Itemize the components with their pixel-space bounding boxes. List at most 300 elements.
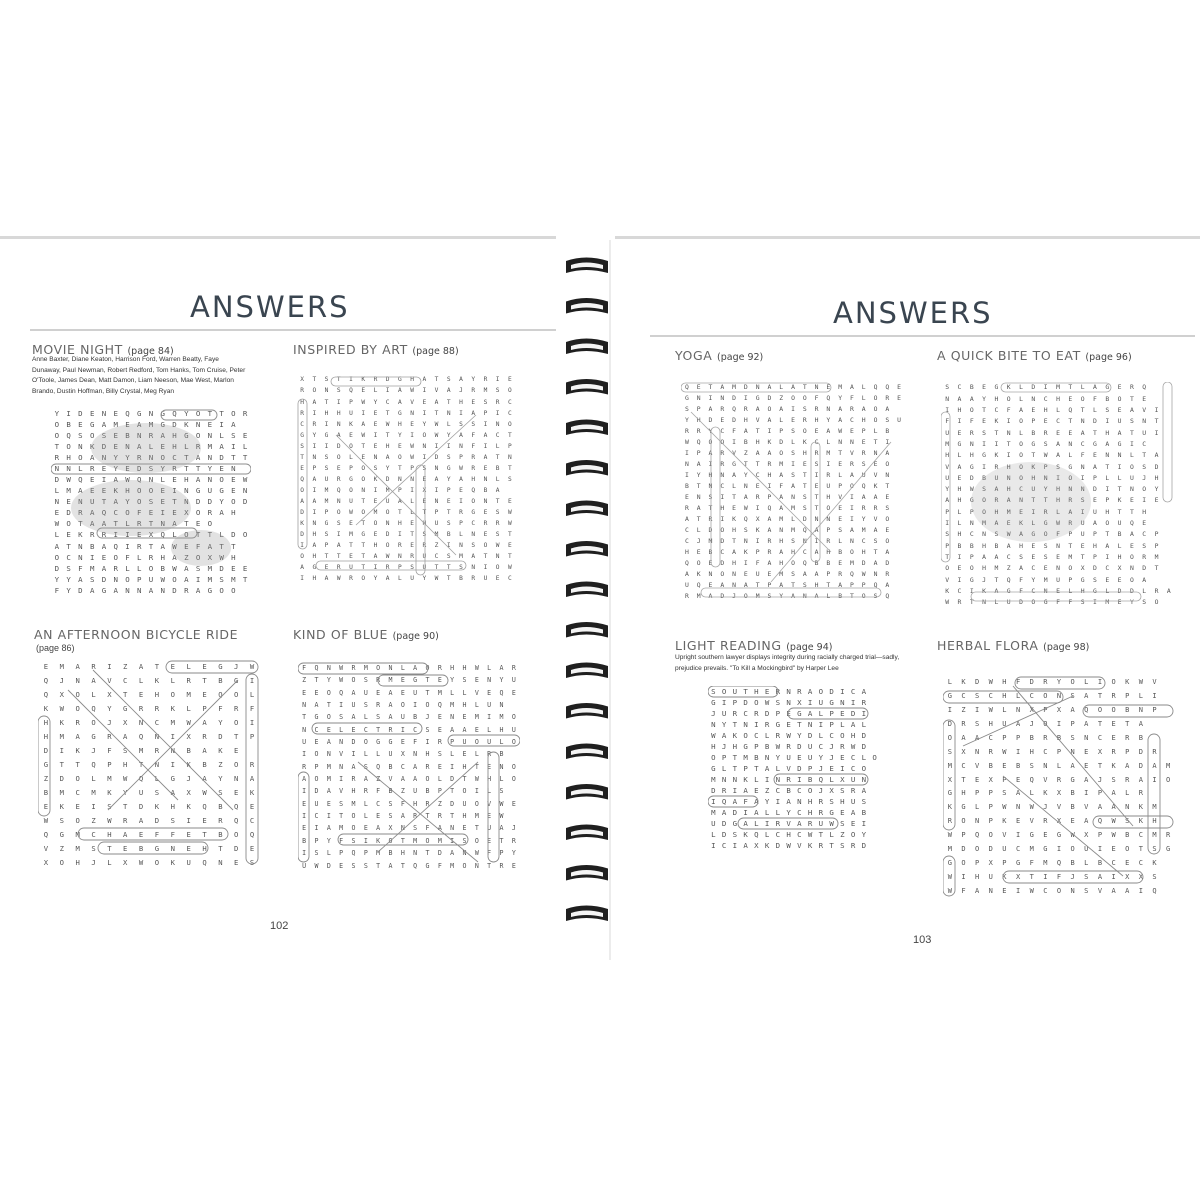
right-heading-rule (650, 335, 1195, 337)
grid-letter: Y (786, 807, 791, 817)
grid-letter: H (202, 844, 207, 854)
grid-letter: I (1138, 886, 1143, 895)
grid-letter: H (1002, 678, 1007, 687)
grid-letter: A (1093, 462, 1097, 471)
grid-letter: R (499, 861, 504, 870)
grid-letter: T (172, 497, 177, 507)
grid-letter: N (1015, 706, 1021, 715)
grid-letter: A (684, 570, 689, 579)
grid-letter: A (1006, 541, 1011, 550)
grid-letter: I (764, 774, 770, 784)
grid-letter: P (807, 763, 813, 773)
grid-letter: Q (66, 430, 71, 440)
grid-letter: M (1043, 575, 1048, 584)
grid-letter: T (446, 509, 451, 517)
grid-letter: G (59, 830, 64, 840)
grid-letter: S (802, 493, 807, 502)
grid-letter: D (861, 840, 867, 850)
grid-letter: N (720, 471, 725, 480)
grid-letter: E (850, 818, 856, 828)
grid-letter: S (947, 747, 952, 756)
grid-letter: S (791, 570, 795, 579)
grid-letter: N (373, 453, 378, 461)
grid-letter: R (413, 812, 418, 821)
grid-letter: E (43, 802, 49, 812)
grid-letter: C (1105, 564, 1110, 573)
puzzle-title-movie-night: MOVIE NIGHT (page 84) (32, 342, 174, 357)
grid-letter: G (91, 732, 96, 742)
grid-letter: H (385, 442, 390, 450)
grid-letter: A (754, 796, 759, 806)
grid-letter: L (1068, 451, 1073, 460)
grid-letter: Y (743, 471, 748, 480)
grid-letter: E (957, 473, 962, 482)
grid-letter: F (1056, 530, 1060, 539)
grid-letter: K (376, 836, 381, 845)
grid-letter: U (422, 553, 427, 561)
grid-letter: C (743, 708, 748, 718)
grid-letter: A (314, 700, 319, 709)
grid-letter: G (732, 818, 738, 828)
puzzle-title-inspired-by-art: INSPIRED BY ART (page 88) (293, 342, 459, 357)
grid-letter: H (779, 537, 784, 546)
grid-letter: I (767, 427, 772, 436)
grid-letter: P (459, 520, 463, 528)
grid-letter: E (1105, 575, 1110, 584)
grid-letter: I (91, 802, 96, 812)
grid-letter: R (764, 719, 770, 729)
grid-letter: R (242, 408, 248, 418)
grid-letter: G (994, 383, 999, 392)
grid-letter: A (219, 508, 224, 518)
grid-letter: A (336, 542, 341, 550)
grid-letter: G (388, 737, 393, 746)
grid-letter: Y (861, 829, 867, 839)
grid-letter: K (945, 586, 950, 595)
grid-letter: H (425, 750, 430, 759)
left-page-heading: ANSWERS (190, 290, 350, 324)
grid-letter: P (1152, 706, 1157, 715)
grid-letter: B (957, 541, 962, 550)
grid-letter: R (994, 496, 999, 505)
grid-letter: O (361, 475, 366, 483)
grid-letter: F (376, 787, 381, 796)
grid-letter: G (1093, 439, 1097, 448)
grid-letter: W (1002, 803, 1007, 812)
grid-letter: I (249, 718, 255, 728)
grid-letter: I (170, 760, 175, 770)
grid-letter: N (1056, 564, 1060, 573)
grid-letter: W (508, 509, 512, 517)
grid-letter: I (314, 824, 319, 833)
grid-letter: M (373, 509, 378, 517)
grid-letter: A (721, 730, 727, 740)
grid-letter: A (797, 818, 802, 828)
grid-letter: I (101, 475, 107, 485)
grid-letter: T (474, 762, 479, 771)
grid-letter: I (495, 376, 500, 384)
grid-letter: O (1019, 462, 1023, 471)
grid-letter: P (446, 486, 451, 494)
grid-letter: I (422, 409, 427, 417)
grid-letter: Q (125, 408, 130, 418)
grid-letter: E (363, 824, 368, 833)
grid-letter: G (324, 431, 329, 439)
grid-letter: F (755, 559, 760, 568)
grid-letter: R (826, 537, 831, 546)
grid-letter: E (361, 453, 366, 461)
grid-letter: R (1043, 678, 1048, 687)
grid-letter: N (462, 849, 467, 858)
grid-letter: D (1142, 564, 1147, 573)
grid-letter: I (410, 431, 414, 439)
grid-letter: B (684, 482, 689, 491)
grid-letter: N (398, 475, 402, 483)
grid-letter: R (814, 405, 819, 414)
grid-letter: U (487, 700, 492, 709)
grid-letter: N (207, 453, 213, 463)
grid-letter: H (1043, 406, 1048, 415)
grid-letter: Q (499, 688, 504, 697)
grid-letter: W (1029, 803, 1034, 812)
grid-letter: V (1056, 803, 1062, 812)
grid-letter: S (1080, 598, 1085, 607)
grid-letter: S (324, 531, 329, 539)
grid-letter: K (1006, 383, 1011, 392)
grid-letter: D (231, 530, 236, 540)
grid-letter: L (721, 763, 727, 773)
grid-letter: E (43, 662, 49, 672)
grid-letter: O (1129, 462, 1134, 471)
grid-letter: N (1138, 706, 1143, 715)
grid-letter: C (775, 829, 781, 839)
spiral-coil (566, 460, 608, 476)
grid-letter: O (1129, 552, 1134, 561)
grid-letter: Y (797, 730, 802, 740)
grid-letter: L (775, 763, 781, 773)
grid-letter: T (336, 553, 341, 561)
grid-letter: Y (125, 497, 130, 507)
grid-letter: R (398, 542, 402, 550)
grid-letter: A (779, 493, 784, 502)
grid-letter: S (885, 416, 890, 425)
grid-letter: H (957, 406, 962, 415)
grid-letter: G (982, 451, 987, 460)
grid-letter: S (388, 812, 393, 821)
grid-letter: E (373, 442, 378, 450)
grid-letter: M (861, 526, 866, 535)
grid-letter: S (1105, 406, 1110, 415)
grid-letter: W (107, 816, 112, 826)
grid-letter: D (101, 442, 107, 451)
grid-letter: S (885, 504, 890, 513)
grid-letter: O (300, 553, 304, 561)
grid-letter: H (231, 508, 236, 518)
grid-letter: I (351, 750, 356, 759)
grid-letter: I (684, 449, 689, 458)
spiral-coil (566, 865, 608, 881)
grid-letter: E (400, 688, 405, 697)
grid-letter: H (807, 807, 813, 817)
grid-letter: B (1117, 530, 1122, 539)
grid-letter: E (471, 398, 476, 406)
grid-letter: E (422, 498, 427, 505)
grid-letter: D (300, 509, 304, 517)
grid-letter: E (483, 509, 488, 517)
grid-letter: C (113, 508, 118, 518)
grid-letter: U (1084, 844, 1089, 853)
grid-letter: S (1043, 552, 1048, 561)
grid-letter: E (314, 688, 319, 697)
grid-letter: E (462, 713, 467, 722)
grid-letter: A (767, 559, 772, 568)
grid-letter: T (814, 493, 819, 502)
grid-letter: W (385, 553, 390, 561)
grid-letter: I (1142, 496, 1147, 505)
grid-letter: R (437, 663, 442, 672)
grid-letter: Y (1154, 485, 1159, 494)
grid-letter: E (1117, 406, 1122, 415)
grid-letter: C (721, 840, 727, 850)
grid-letter: A (137, 419, 142, 429)
grid-letter: S (148, 497, 154, 507)
grid-letter: L (829, 774, 834, 784)
grid-letter: A (376, 824, 381, 833)
grid-letter: S (1111, 775, 1116, 784)
grid-letter: A (312, 475, 317, 483)
grid-letter: A (113, 497, 118, 507)
grid-letter: S (218, 788, 223, 798)
grid-letter: E (495, 575, 500, 583)
grid-letter: E (361, 387, 366, 395)
grid-letter: L (1019, 383, 1023, 392)
grid-letter: N (184, 497, 189, 507)
grid-letter: T (829, 840, 834, 850)
grid-letter: E (89, 486, 95, 496)
grid-letter: N (1070, 886, 1075, 895)
grid-letter: W (508, 520, 512, 528)
grid-letter: T (791, 581, 795, 590)
grid-letter: X (755, 515, 760, 524)
grid-letter: T (361, 542, 366, 550)
grid-letter: U (850, 796, 856, 806)
grid-letter: N (495, 420, 500, 428)
grid-letter: M (91, 788, 96, 798)
grid-letter: K (373, 475, 378, 483)
grid-letter: U (818, 697, 824, 707)
grid-letter: I (755, 537, 760, 546)
grid-letter: T (66, 541, 71, 551)
grid-letter: Y (207, 464, 213, 474)
grid-letter: V (755, 416, 760, 425)
grid-letter: A (113, 585, 118, 595)
grid-letter: H (462, 762, 467, 771)
grid-letter: S (336, 387, 341, 395)
grid-letter: N (125, 585, 130, 595)
grid-letter: E (696, 548, 701, 557)
grid-letter: X (207, 552, 213, 562)
grid-letter: Q (802, 526, 807, 535)
grid-letter: D (385, 531, 390, 539)
grid-letter: A (123, 830, 128, 840)
grid-letter: L (754, 818, 759, 828)
grid-letter: R (1166, 831, 1171, 840)
grid-letter: C (91, 830, 96, 840)
grid-letter: A (807, 686, 813, 696)
grid-letter: E (474, 676, 479, 685)
grid-letter: L (1019, 394, 1023, 403)
grid-letter: R (826, 471, 831, 480)
grid-letter: F (302, 663, 307, 672)
grid-letter: O (873, 394, 878, 403)
spiral-coil (566, 501, 608, 517)
grid-letter: J (732, 592, 736, 601)
grid-letter: X (988, 775, 993, 784)
grid-letter: A (195, 475, 201, 485)
grid-letter: I (336, 531, 341, 539)
grid-letter: A (195, 453, 201, 463)
grid-letter: I (1084, 789, 1089, 798)
spiral-coil (566, 541, 608, 557)
grid-letter: R (708, 515, 713, 524)
grid-letter: R (471, 453, 476, 461)
grid-letter: L (487, 787, 492, 796)
grid-letter: S (66, 563, 71, 573)
grid-letter: A (873, 526, 878, 535)
grid-letter: L (184, 442, 189, 451)
grid-letter: R (1068, 496, 1073, 505)
grid-letter: R (154, 746, 160, 756)
grid-letter: I (89, 552, 95, 562)
grid-letter: O (1142, 485, 1147, 494)
grid-letter: P (779, 427, 784, 436)
grid-letter: I (483, 442, 488, 450)
grid-letter: H (684, 548, 689, 557)
left-page-top-edge (0, 236, 556, 239)
grid-letter: O (1043, 692, 1048, 701)
grid-letter: N (826, 405, 831, 414)
grid-letter: C (508, 409, 512, 417)
grid-letter: M (113, 419, 118, 429)
grid-letter: R (850, 785, 856, 795)
grid-letter: N (797, 796, 802, 806)
grid-letter: R (351, 775, 356, 784)
grid-letter: F (732, 427, 736, 436)
grid-letter: Q (339, 688, 344, 697)
grid-letter: A (398, 498, 402, 505)
grid-letter: A (75, 732, 80, 742)
grid-letter: L (363, 713, 368, 722)
grid-letter: T (994, 428, 999, 437)
grid-letter: O (791, 559, 795, 568)
grid-letter: A (732, 471, 736, 480)
grid-letter: T (425, 676, 430, 685)
grid-letter: A (743, 493, 748, 502)
grid-letter: S (1043, 439, 1048, 448)
grid-letter: I (961, 872, 966, 881)
grid-letter: D (732, 416, 736, 425)
grid-letter: V (786, 818, 791, 828)
grid-letter: N (137, 430, 142, 440)
grid-letter: E (487, 688, 492, 697)
grid-letter: E (373, 531, 378, 539)
grid-letter: Y (312, 431, 317, 439)
grid-letter: M (138, 746, 144, 756)
grid-letter: D (720, 592, 725, 601)
grid-letter: A (743, 818, 748, 828)
grid-letter: O (975, 844, 980, 853)
grid-letter: L (1138, 692, 1143, 701)
grid-letter: G (961, 803, 966, 812)
grid-letter: E (1125, 858, 1130, 867)
grid-letter: S (446, 453, 451, 461)
grid-letter: M (711, 774, 716, 784)
grid-letter: L (125, 519, 130, 529)
grid-letter: P (1015, 733, 1021, 742)
grid-letter: K (1002, 817, 1007, 826)
grid-letter: W (969, 485, 974, 494)
grid-letter: L (138, 676, 144, 686)
grid-letter: I (483, 420, 488, 428)
grid-letter: N (508, 453, 512, 461)
grid-letter: A (398, 387, 402, 395)
grid-letter: R (786, 774, 791, 784)
spiral-coil (566, 744, 608, 760)
grid-letter: T (1097, 720, 1103, 729)
grid-letter: U (351, 700, 356, 709)
grid-letter: N (1006, 428, 1011, 437)
grid-letter: Y (54, 408, 60, 418)
grid-letter: E (511, 861, 516, 870)
grid-letter: I (302, 849, 307, 858)
grid-letter: P (437, 787, 442, 796)
grid-letter: O (125, 508, 130, 518)
grid-letter: C (684, 526, 689, 535)
grid-letter: L (242, 442, 248, 451)
grid-letter: A (91, 676, 96, 686)
grid-letter: I (195, 574, 201, 584)
grid-letter: C (969, 530, 974, 539)
grid-letter: W (1111, 817, 1116, 826)
grid-letter: S (840, 840, 845, 850)
grid-letter: Z (184, 552, 189, 562)
grid-letter: U (1002, 844, 1007, 853)
grid-letter: M (1152, 803, 1157, 812)
grid-letter: H (1154, 473, 1159, 482)
grid-letter: N (413, 849, 418, 858)
grid-letter: T (495, 453, 500, 461)
grid-letter: N (1056, 692, 1062, 701)
grid-letter: O (462, 861, 467, 870)
grid-letter: N (975, 817, 980, 826)
grid-letter: C (850, 686, 856, 696)
grid-letter: M (499, 713, 504, 722)
grid-letter: E (324, 564, 329, 572)
grid-letter: O (195, 508, 201, 518)
grid-letter: E (219, 464, 224, 474)
grid-letter: T (743, 686, 748, 696)
grid-letter: N (1068, 485, 1073, 494)
grid-letter: N (101, 408, 107, 418)
grid-letter: E (873, 460, 878, 469)
grid-letter: I (446, 442, 451, 450)
grid-letter: R (351, 663, 356, 672)
grid-letter: A (754, 807, 759, 817)
grid-letter: G (969, 462, 974, 471)
grid-letter: Y (838, 394, 843, 403)
grid-letter: R (1154, 586, 1159, 595)
grid-letter: L (1129, 451, 1134, 460)
